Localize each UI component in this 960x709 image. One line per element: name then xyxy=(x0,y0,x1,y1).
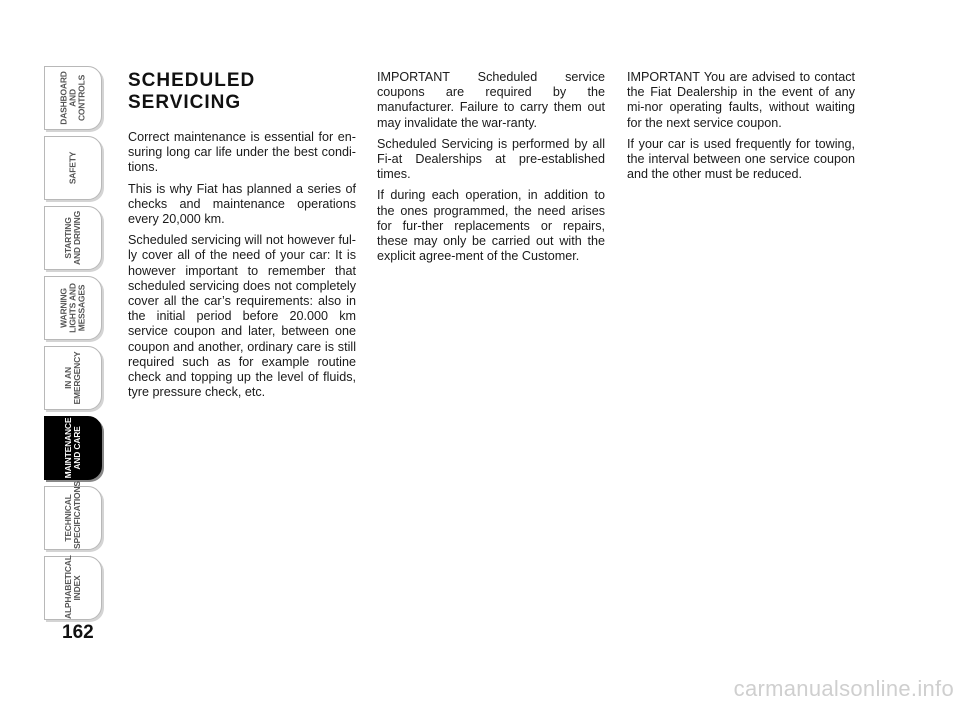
watermark: carmanualsonline.info xyxy=(733,676,954,701)
tab-label: DASHBOARD AND CONTROLS xyxy=(58,71,87,125)
paragraph: Scheduled Servicing is performed by all Fi-at Dealerships at pre-established times. xyxy=(377,136,605,182)
paragraph: Correct maintenance is essential for en-suring long car life under the best condi-tions. xyxy=(128,130,356,175)
paragraph: If during each operation, in addition to the ones programmed, the need arises for fur-ther replacements or repairs, these may only be carried out with the explicit agree-ment of the Customer. xyxy=(377,188,605,264)
paragraph: Scheduled servicing will not however ful-ly cover all of the need of your car: It is however important to remember that scheduled servicing does not completely cover all the car’s requirements: also in the initial period before 20.000 km service coupon and later, between one coupon and another, ordinary care is still required such as for example routine check and topping up the level of fluids, tyre pressure check, etc. xyxy=(128,233,356,400)
tab-label: STARTING AND DRIVING xyxy=(63,211,82,265)
column-2 xyxy=(377,70,605,270)
tab-warning-lights-and-messages[interactable] xyxy=(44,276,102,340)
tab-alphabetical-index[interactable] xyxy=(44,556,102,620)
column-1 xyxy=(128,70,356,406)
tab-label: IN AN EMERGENCY xyxy=(63,351,82,405)
column-3 xyxy=(627,70,855,188)
section-title: SCHEDULED SERVICING xyxy=(128,70,256,113)
tab-safety[interactable] xyxy=(44,136,102,200)
chapter-tabs xyxy=(44,66,102,626)
tab-in-an-emergency[interactable] xyxy=(44,346,102,410)
paragraph: If your car is used frequently for towing, the interval between one service coupon and the other must be reduced. xyxy=(627,136,855,182)
tab-label: MAINTENANCE AND CARE xyxy=(63,417,82,479)
important-note: IMPORTANT Scheduled service coupons are required by the manufacturer. Failure to carry them out may invalidate the war-ranty. xyxy=(377,70,605,130)
paragraph: This is why Fiat has planned a series of checks and maintenance operations every 20,000 km. xyxy=(128,181,356,227)
tab-technical-specifications[interactable] xyxy=(44,481,102,550)
tab-label: WARNING LIGHTS AND MESSAGES xyxy=(58,283,87,333)
tab-dashboard-and-controls[interactable] xyxy=(44,66,102,130)
tab-maintenance-and-care[interactable] xyxy=(44,416,102,480)
tab-label: ALPHABETICAL INDEX xyxy=(63,555,82,619)
tab-starting-and-driving[interactable] xyxy=(44,206,102,270)
tab-label: SAFETY xyxy=(67,151,78,185)
important-note: IMPORTANT You are advised to contact the Fiat Dealership in the event of any mi-nor operating faults, without waiting for the next service coupon. xyxy=(627,70,855,130)
tab-label: TECHNICAL SPECIFICATIONS xyxy=(63,481,82,549)
page-number: 162 xyxy=(62,622,94,643)
